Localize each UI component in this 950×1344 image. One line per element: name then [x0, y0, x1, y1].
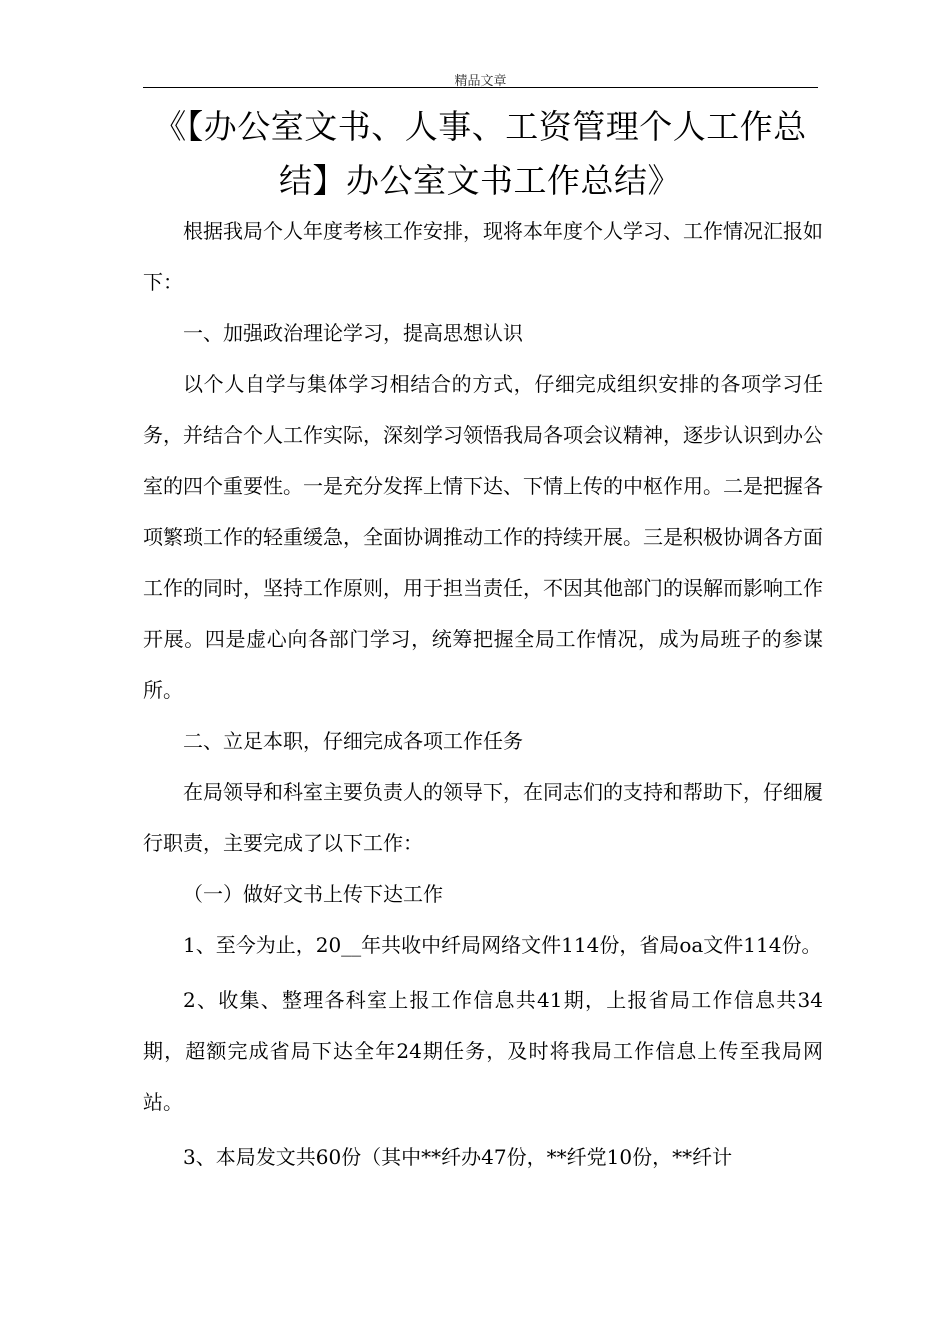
subsection-heading: （一）做好文书上传下达工作 — [183, 882, 443, 906]
title-line-1: 《【办公室文书、人事、工资管理个人工作总 — [153, 107, 807, 146]
list-item: 3、本局发文共60份（其中**纤办47份，**纤党10份，**纤计 — [183, 1145, 733, 1169]
body-paragraph: 以个人自学与集体学习相结合的方式，仔细完成组织安排的各项学习任务，并结合个人工作实际，深刻学习领悟我局各项会议精神，逐步认识到办公室的四个重要性。一是充分发挥上情下达、下情上传的中枢作用。二是把握各项繁琐工作的轻重缓急，全面协调推动工作的持续开展。三是积极协调各方面工作的同时，坚持工作原则，用于担当责任，不因其他部门的误解而影响工作开展。四是虚心向各部门学习，统筹把握全局工作情况，成为局班子的参谋所。 — [143, 372, 823, 702]
title-line-2: 结】办公室文书工作总结》 — [279, 161, 681, 200]
document-body — [143, 206, 823, 1183]
document-title — [130, 100, 830, 208]
page-header-label: 精品文章 — [454, 74, 507, 89]
intro-paragraph: 根据我局个人年度考核工作安排，现将本年度个人学习、工作情况汇报如下： — [143, 219, 823, 294]
list-item: 2、收集、整理各科室上报工作信息共41期，上报省局工作信息共34期，超额完成省局下达全年24期任务，及时将我局工作信息上传至我局网站。 — [143, 988, 823, 1114]
section-heading-2: 二、立足本职，仔细完成各项工作任务 — [183, 729, 523, 753]
list-item: 1、至今为止，20__年共收中纤局网络文件114份，省局oa文件114份。 — [183, 933, 822, 957]
header-divider — [143, 87, 818, 88]
section-heading-1: 一、加强政治理论学习，提高思想认识 — [183, 321, 523, 345]
body-paragraph: 在局领导和科室主要负责人的领导下，在同志们的支持和帮助下，仔细履行职责，主要完成了以下工作： — [143, 780, 823, 855]
